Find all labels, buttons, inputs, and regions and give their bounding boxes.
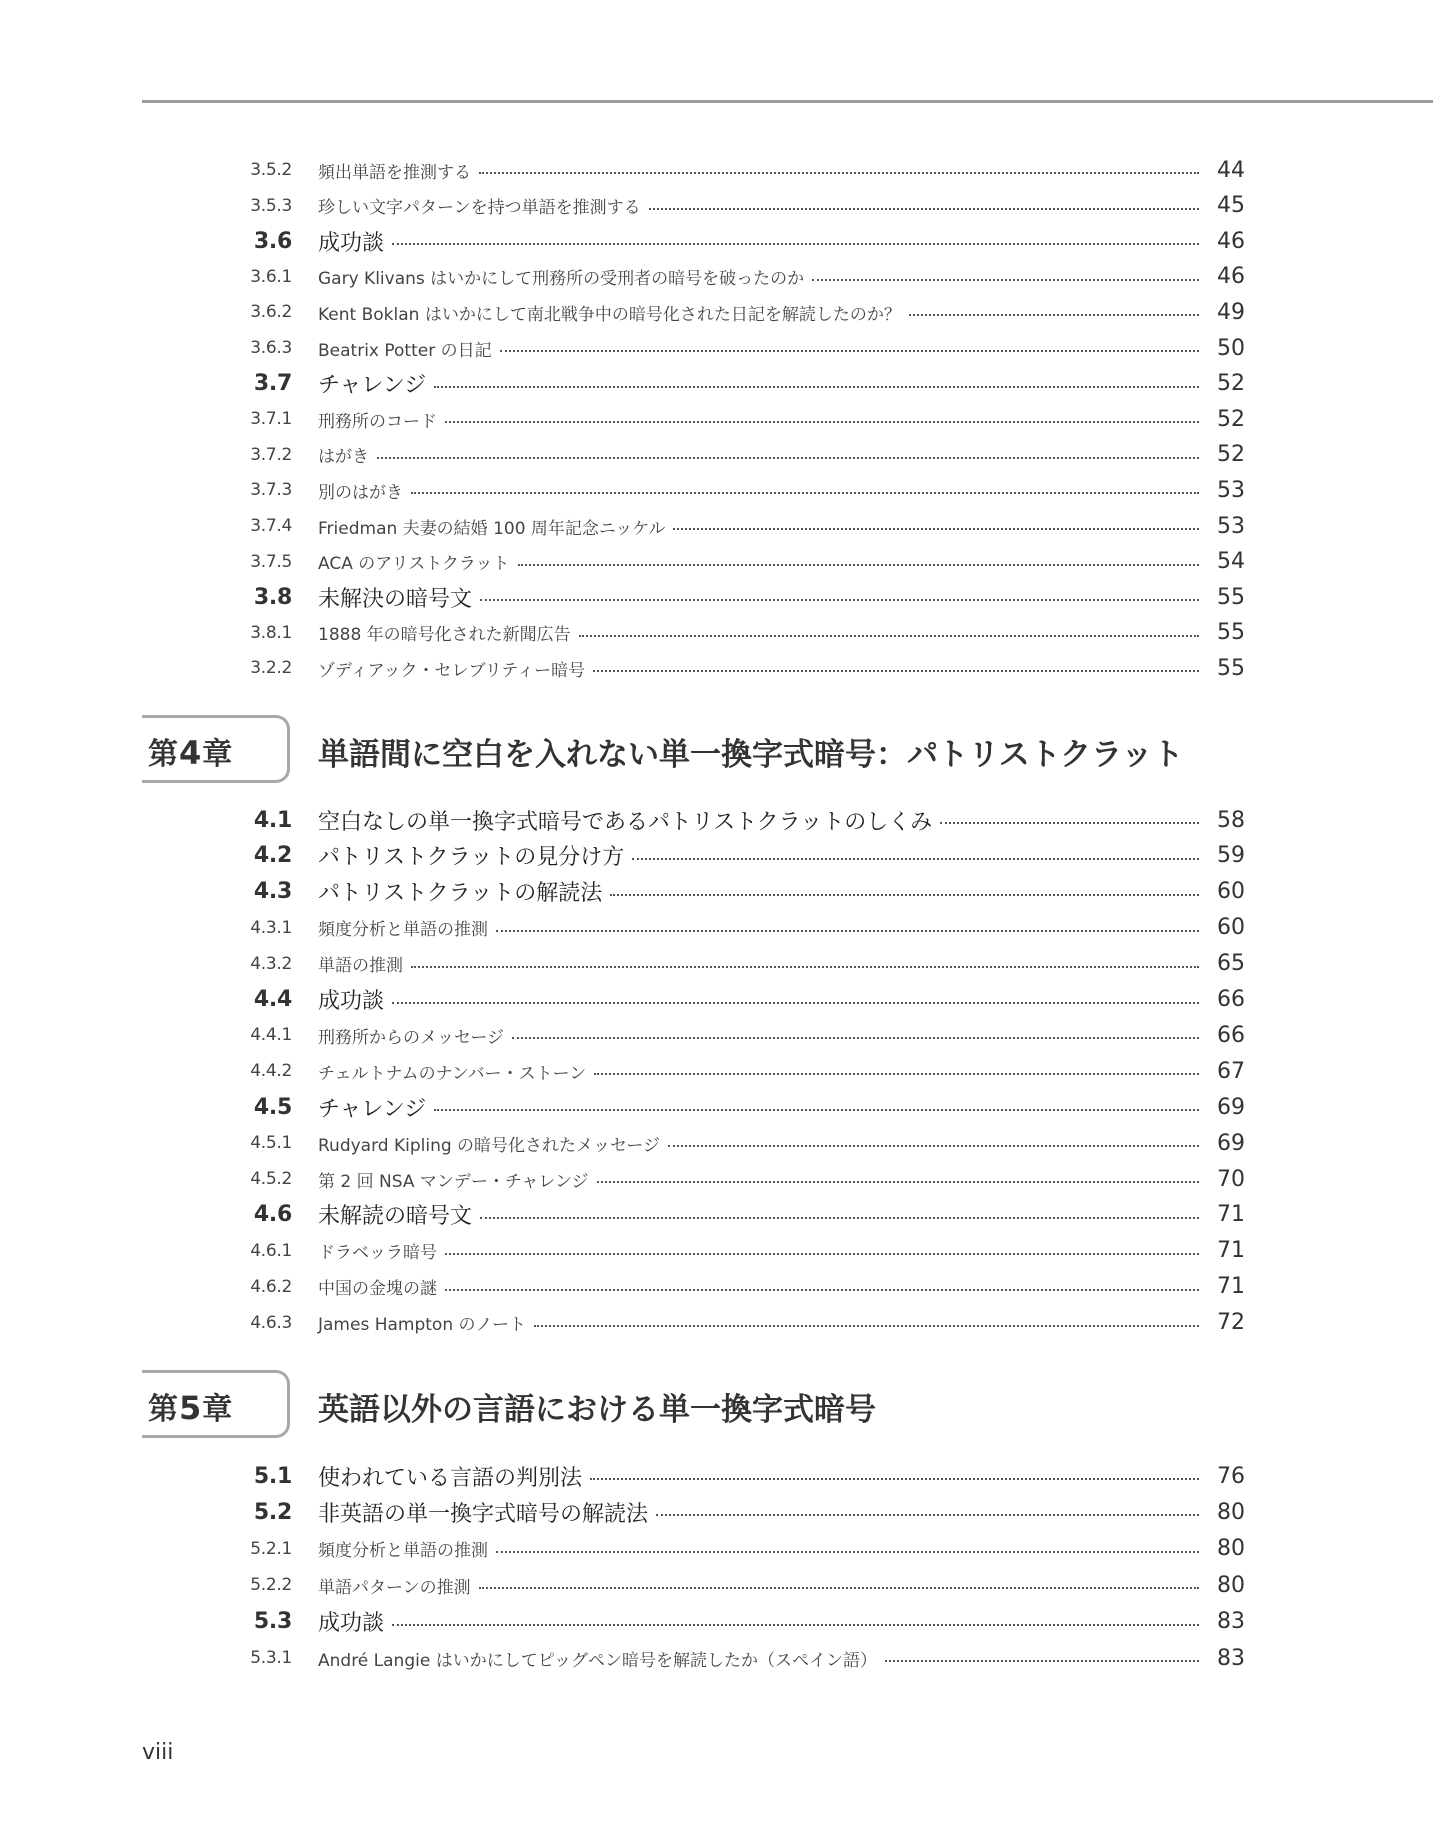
section-number: 4.6 <box>253 1202 292 1228</box>
section-number: 3.5.3 <box>250 195 292 216</box>
section-title[interactable]: 頻度分析と単語の推測 <box>318 920 488 941</box>
chapter-prefix: 第 <box>148 737 179 772</box>
page-number[interactable]: 67 <box>1217 1058 1245 1084</box>
toc-entry[interactable] <box>230 913 1245 943</box>
section-title[interactable]: 成功談 <box>318 989 385 1014</box>
toc-entry[interactable] <box>230 1164 1245 1194</box>
page-number[interactable]: 71 <box>1217 1238 1245 1264</box>
page-number[interactable]: 83 <box>1217 1609 1245 1635</box>
section-number: 4.5.1 <box>250 1133 292 1154</box>
chapter-suffix: 章 <box>202 1392 234 1427</box>
section-number: 3.6.3 <box>250 338 292 358</box>
page-number[interactable]: 80 <box>1217 1499 1245 1525</box>
section-title[interactable]: 珍しい文字パターンを持つ単語を推測する <box>318 198 641 219</box>
section-title[interactable]: 成功談 <box>318 230 385 256</box>
section-title[interactable]: ゾディアック・セレブリティー暗号 <box>318 660 586 681</box>
page-number[interactable]: 49 <box>1217 299 1245 325</box>
section-number: 4.3.1 <box>250 917 292 938</box>
section-title[interactable]: 別のはがき <box>318 482 403 503</box>
dot-leader <box>434 386 1199 388</box>
section-number: 4.4 <box>253 987 292 1012</box>
toc-entry[interactable] <box>230 475 1245 505</box>
dot-leader <box>940 822 1199 824</box>
dot-leader <box>597 1181 1199 1183</box>
toc-entry[interactable] <box>230 1236 1245 1266</box>
section-number: 5.3.1 <box>250 1648 292 1668</box>
section-title[interactable]: 中国の金塊の謎 <box>318 1279 437 1300</box>
toc-entry[interactable] <box>230 653 1245 683</box>
section-number: 5.2.2 <box>250 1575 292 1596</box>
toc-entry[interactable] <box>230 805 1245 835</box>
page-number[interactable]: 55 <box>1217 584 1245 610</box>
section-title[interactable]: 刑務所からのメッセージ <box>318 1027 504 1048</box>
dot-leader <box>496 930 1199 932</box>
section-title[interactable]: 未解決の暗号文 <box>318 586 473 612</box>
toc-entry[interactable] <box>230 1200 1245 1230</box>
section-title[interactable]: 単語の推測 <box>318 956 403 977</box>
section-title[interactable]: チャレンジ <box>318 373 427 399</box>
page-number[interactable]: 69 <box>1217 1130 1245 1156</box>
page-number[interactable]: 46 <box>1217 228 1245 254</box>
toc-entry[interactable] <box>230 1092 1245 1122</box>
section-title[interactable]: Friedman 夫妻の結婚 100 周年記念ニッケル <box>318 518 666 539</box>
section-number: 4.6.2 <box>250 1276 292 1297</box>
section-title[interactable]: 未解読の暗号文 <box>318 1204 473 1230</box>
toc-entry[interactable] <box>230 1643 1245 1673</box>
page-number[interactable]: 71 <box>1217 1274 1245 1300</box>
toc-entry[interactable] <box>230 547 1245 577</box>
section-title[interactable]: チャレンジ <box>318 1096 427 1122</box>
chapter-number: 5 <box>179 1389 203 1427</box>
section-title[interactable]: Beatrix Potter の日記 <box>318 340 492 361</box>
toc-entry[interactable] <box>230 511 1245 541</box>
dot-leader <box>411 966 1199 968</box>
section-number: 3.7.3 <box>250 480 292 501</box>
section-number: 3.8 <box>253 584 292 610</box>
toc-entry[interactable] <box>230 985 1245 1015</box>
section-number: 3.8.1 <box>250 622 292 643</box>
section-title[interactable]: 使われている言語の判別法 <box>318 1465 583 1491</box>
toc-entry[interactable] <box>230 1570 1245 1600</box>
section-number: 3.7.2 <box>250 444 292 465</box>
page-number[interactable]: 45 <box>1217 193 1245 219</box>
dot-leader <box>673 528 1199 530</box>
dot-leader <box>656 1514 1199 1516</box>
page-number[interactable]: 53 <box>1217 477 1245 503</box>
dot-leader <box>885 1660 1199 1662</box>
dot-leader <box>649 208 1199 210</box>
chapter-title[interactable]: 単語間に空白を入れない単一換字式暗号：パトリストクラット <box>318 737 1184 773</box>
dot-leader <box>392 243 1199 245</box>
section-title[interactable]: Rudyard Kipling の暗号化されたメッセージ <box>318 1135 661 1156</box>
chapter-suffix: 章 <box>202 737 234 772</box>
page-folio: viii <box>142 1740 174 1765</box>
toc-entry[interactable] <box>230 191 1245 221</box>
page-number[interactable]: 66 <box>1217 987 1245 1012</box>
page-number[interactable]: 83 <box>1217 1645 1245 1671</box>
chapter-heading-4 <box>142 715 1242 787</box>
section-number: 3.6.1 <box>250 266 292 287</box>
section-title[interactable]: はがき <box>318 447 369 468</box>
section-title[interactable]: 頻出単語を推測する <box>318 162 471 183</box>
page-number[interactable]: 52 <box>1217 406 1245 432</box>
section-number: 3.5.2 <box>250 160 292 180</box>
section-number: 4.2 <box>253 843 292 869</box>
section-title[interactable]: チェルトナムのナンバー・ストーン <box>318 1063 587 1084</box>
section-number: 5.1 <box>253 1463 292 1489</box>
page-number[interactable]: 55 <box>1217 655 1245 681</box>
section-number: 4.6.1 <box>250 1240 292 1261</box>
section-title[interactable]: ドラベッラ暗号 <box>318 1243 437 1264</box>
section-title[interactable]: 頻度分析と単語の推測 <box>318 1541 488 1562</box>
page-number[interactable]: 71 <box>1217 1202 1245 1228</box>
chapter-prefix: 第 <box>148 1392 179 1427</box>
section-title[interactable]: 第 2 回 NSA マンデー・チャレンジ <box>318 1171 589 1192</box>
toc-entry[interactable] <box>230 1461 1245 1491</box>
toc-entry[interactable] <box>230 262 1245 292</box>
page-number[interactable]: 58 <box>1217 807 1245 833</box>
toc-entry[interactable] <box>230 369 1245 399</box>
section-title[interactable]: パトリストクラットの見分け方 <box>318 845 625 871</box>
page-number[interactable]: 72 <box>1217 1310 1245 1336</box>
toc-entry[interactable] <box>230 1272 1245 1302</box>
toc-entry[interactable] <box>230 877 1245 907</box>
section-title[interactable]: 刑務所のコード <box>318 411 437 432</box>
dot-leader <box>496 1551 1199 1553</box>
page-number[interactable]: 55 <box>1217 620 1245 646</box>
section-number: 3.7.5 <box>250 551 292 572</box>
section-title[interactable]: James Hampton のノート <box>318 1315 526 1336</box>
toc-entry[interactable] <box>230 1534 1245 1564</box>
section-number: 3.6.2 <box>250 302 292 323</box>
dot-leader <box>534 1325 1199 1327</box>
toc-entry[interactable] <box>230 949 1245 979</box>
dot-leader <box>500 350 1199 352</box>
page-number[interactable]: 65 <box>1217 951 1245 977</box>
dot-leader <box>579 635 1199 637</box>
chapter-number: 4 <box>179 734 203 772</box>
dot-leader <box>479 172 1199 174</box>
toc-entry[interactable] <box>230 333 1245 363</box>
toc-entry[interactable] <box>230 1308 1245 1338</box>
section-number: 4.5.2 <box>250 1169 292 1189</box>
dot-leader <box>593 670 1199 672</box>
section-number: 3.7 <box>253 371 292 397</box>
page-number[interactable]: 66 <box>1217 1022 1245 1048</box>
dot-leader <box>445 1253 1199 1255</box>
section-title[interactable]: ACA のアリストクラット <box>318 554 510 575</box>
toc-entry[interactable] <box>230 1128 1245 1158</box>
dot-leader <box>812 279 1199 281</box>
chapter-label <box>148 729 233 773</box>
page-number[interactable]: 52 <box>1217 371 1245 397</box>
page-number[interactable]: 52 <box>1217 442 1245 468</box>
dot-leader <box>411 492 1199 494</box>
section-number: 4.3.2 <box>250 953 292 974</box>
section-number: 4.3 <box>253 879 292 905</box>
page-number[interactable]: 80 <box>1217 1536 1245 1562</box>
page-number[interactable]: 70 <box>1217 1166 1245 1192</box>
section-title[interactable]: André Langie はいかにしてピッグペン暗号を解読したか（スペイン語） <box>318 1650 878 1671</box>
dot-leader <box>909 314 1199 316</box>
toc-entry[interactable] <box>230 404 1245 434</box>
section-number: 5.2.1 <box>250 1538 292 1559</box>
page-number[interactable]: 50 <box>1217 335 1245 361</box>
dot-leader <box>668 1145 1199 1147</box>
dot-leader <box>445 421 1199 423</box>
section-number: 3.7.1 <box>250 409 292 430</box>
page-number[interactable]: 80 <box>1217 1572 1245 1598</box>
page-number[interactable]: 54 <box>1217 549 1245 575</box>
page-number[interactable]: 76 <box>1217 1463 1245 1489</box>
section-title[interactable]: パトリストクラットの解読法 <box>318 881 603 907</box>
section-title[interactable]: 空白なしの単一換字式暗号であるパトリストクラットのしくみ <box>318 809 933 835</box>
dot-leader <box>610 894 1199 896</box>
section-title[interactable]: 1888 年の暗号化された新聞広告 <box>318 625 571 646</box>
section-title[interactable]: 単語パターンの推測 <box>318 1577 471 1598</box>
section-title[interactable]: Kent Boklan はいかにして南北戦争中の暗号化された日記を解読したのか？ <box>318 304 901 325</box>
page-number[interactable]: 69 <box>1217 1094 1245 1120</box>
toc-entry[interactable] <box>230 155 1245 185</box>
dot-leader <box>632 858 1199 860</box>
toc-entry[interactable] <box>230 841 1245 871</box>
section-number: 4.1 <box>253 807 292 833</box>
section-number: 5.2 <box>253 1499 292 1525</box>
page-number[interactable]: 46 <box>1217 264 1245 290</box>
chapter-title[interactable]: 英語以外の言語における単一換字式暗号 <box>318 1392 876 1428</box>
section-number: 4.5 <box>253 1094 292 1120</box>
page-number[interactable]: 60 <box>1217 915 1245 941</box>
dot-leader <box>479 1587 1199 1589</box>
toc-entry[interactable] <box>230 226 1245 256</box>
section-number: 3.6 <box>253 228 292 254</box>
chapter-label <box>148 1384 233 1428</box>
section-number: 4.4.1 <box>250 1025 292 1046</box>
section-number: 4.6.3 <box>250 1312 292 1333</box>
dot-leader <box>445 1289 1199 1291</box>
dot-leader <box>480 599 1199 601</box>
page-number[interactable]: 59 <box>1217 843 1245 869</box>
toc-entry[interactable] <box>230 1497 1245 1527</box>
section-number: 4.4.2 <box>250 1061 292 1082</box>
dot-leader <box>392 1002 1199 1004</box>
section-title[interactable]: 非英語の単一換字式暗号の解読法 <box>318 1501 649 1527</box>
dot-leader <box>590 1478 1199 1480</box>
section-title[interactable]: Gary Klivans はいかにして刑務所の受刑者の暗号を破ったのか <box>318 269 805 290</box>
toc-entry[interactable] <box>230 1020 1245 1050</box>
toc-entry[interactable] <box>230 440 1245 470</box>
dot-leader <box>518 564 1199 566</box>
section-number: 5.3 <box>253 1609 292 1635</box>
dot-leader <box>392 1624 1199 1626</box>
toc-entry[interactable] <box>230 582 1245 612</box>
header-rule <box>142 100 1433 103</box>
toc-entry[interactable] <box>230 297 1245 327</box>
section-number: 3.7.4 <box>250 516 292 536</box>
dot-leader <box>512 1037 1199 1039</box>
page-number[interactable]: 60 <box>1217 879 1245 905</box>
chapter-heading-5 <box>142 1370 1242 1442</box>
dot-leader <box>594 1073 1199 1075</box>
section-title[interactable]: 成功談 <box>318 1611 385 1637</box>
page-number[interactable]: 53 <box>1217 513 1245 539</box>
toc-entry[interactable] <box>230 1056 1245 1086</box>
toc-entry[interactable] <box>230 1607 1245 1637</box>
page-number[interactable]: 44 <box>1217 157 1245 183</box>
dot-leader <box>377 457 1199 459</box>
section-number: 3.2.2 <box>250 658 292 679</box>
dot-leader <box>480 1217 1199 1219</box>
toc-entry[interactable] <box>230 618 1245 648</box>
dot-leader <box>434 1109 1199 1111</box>
